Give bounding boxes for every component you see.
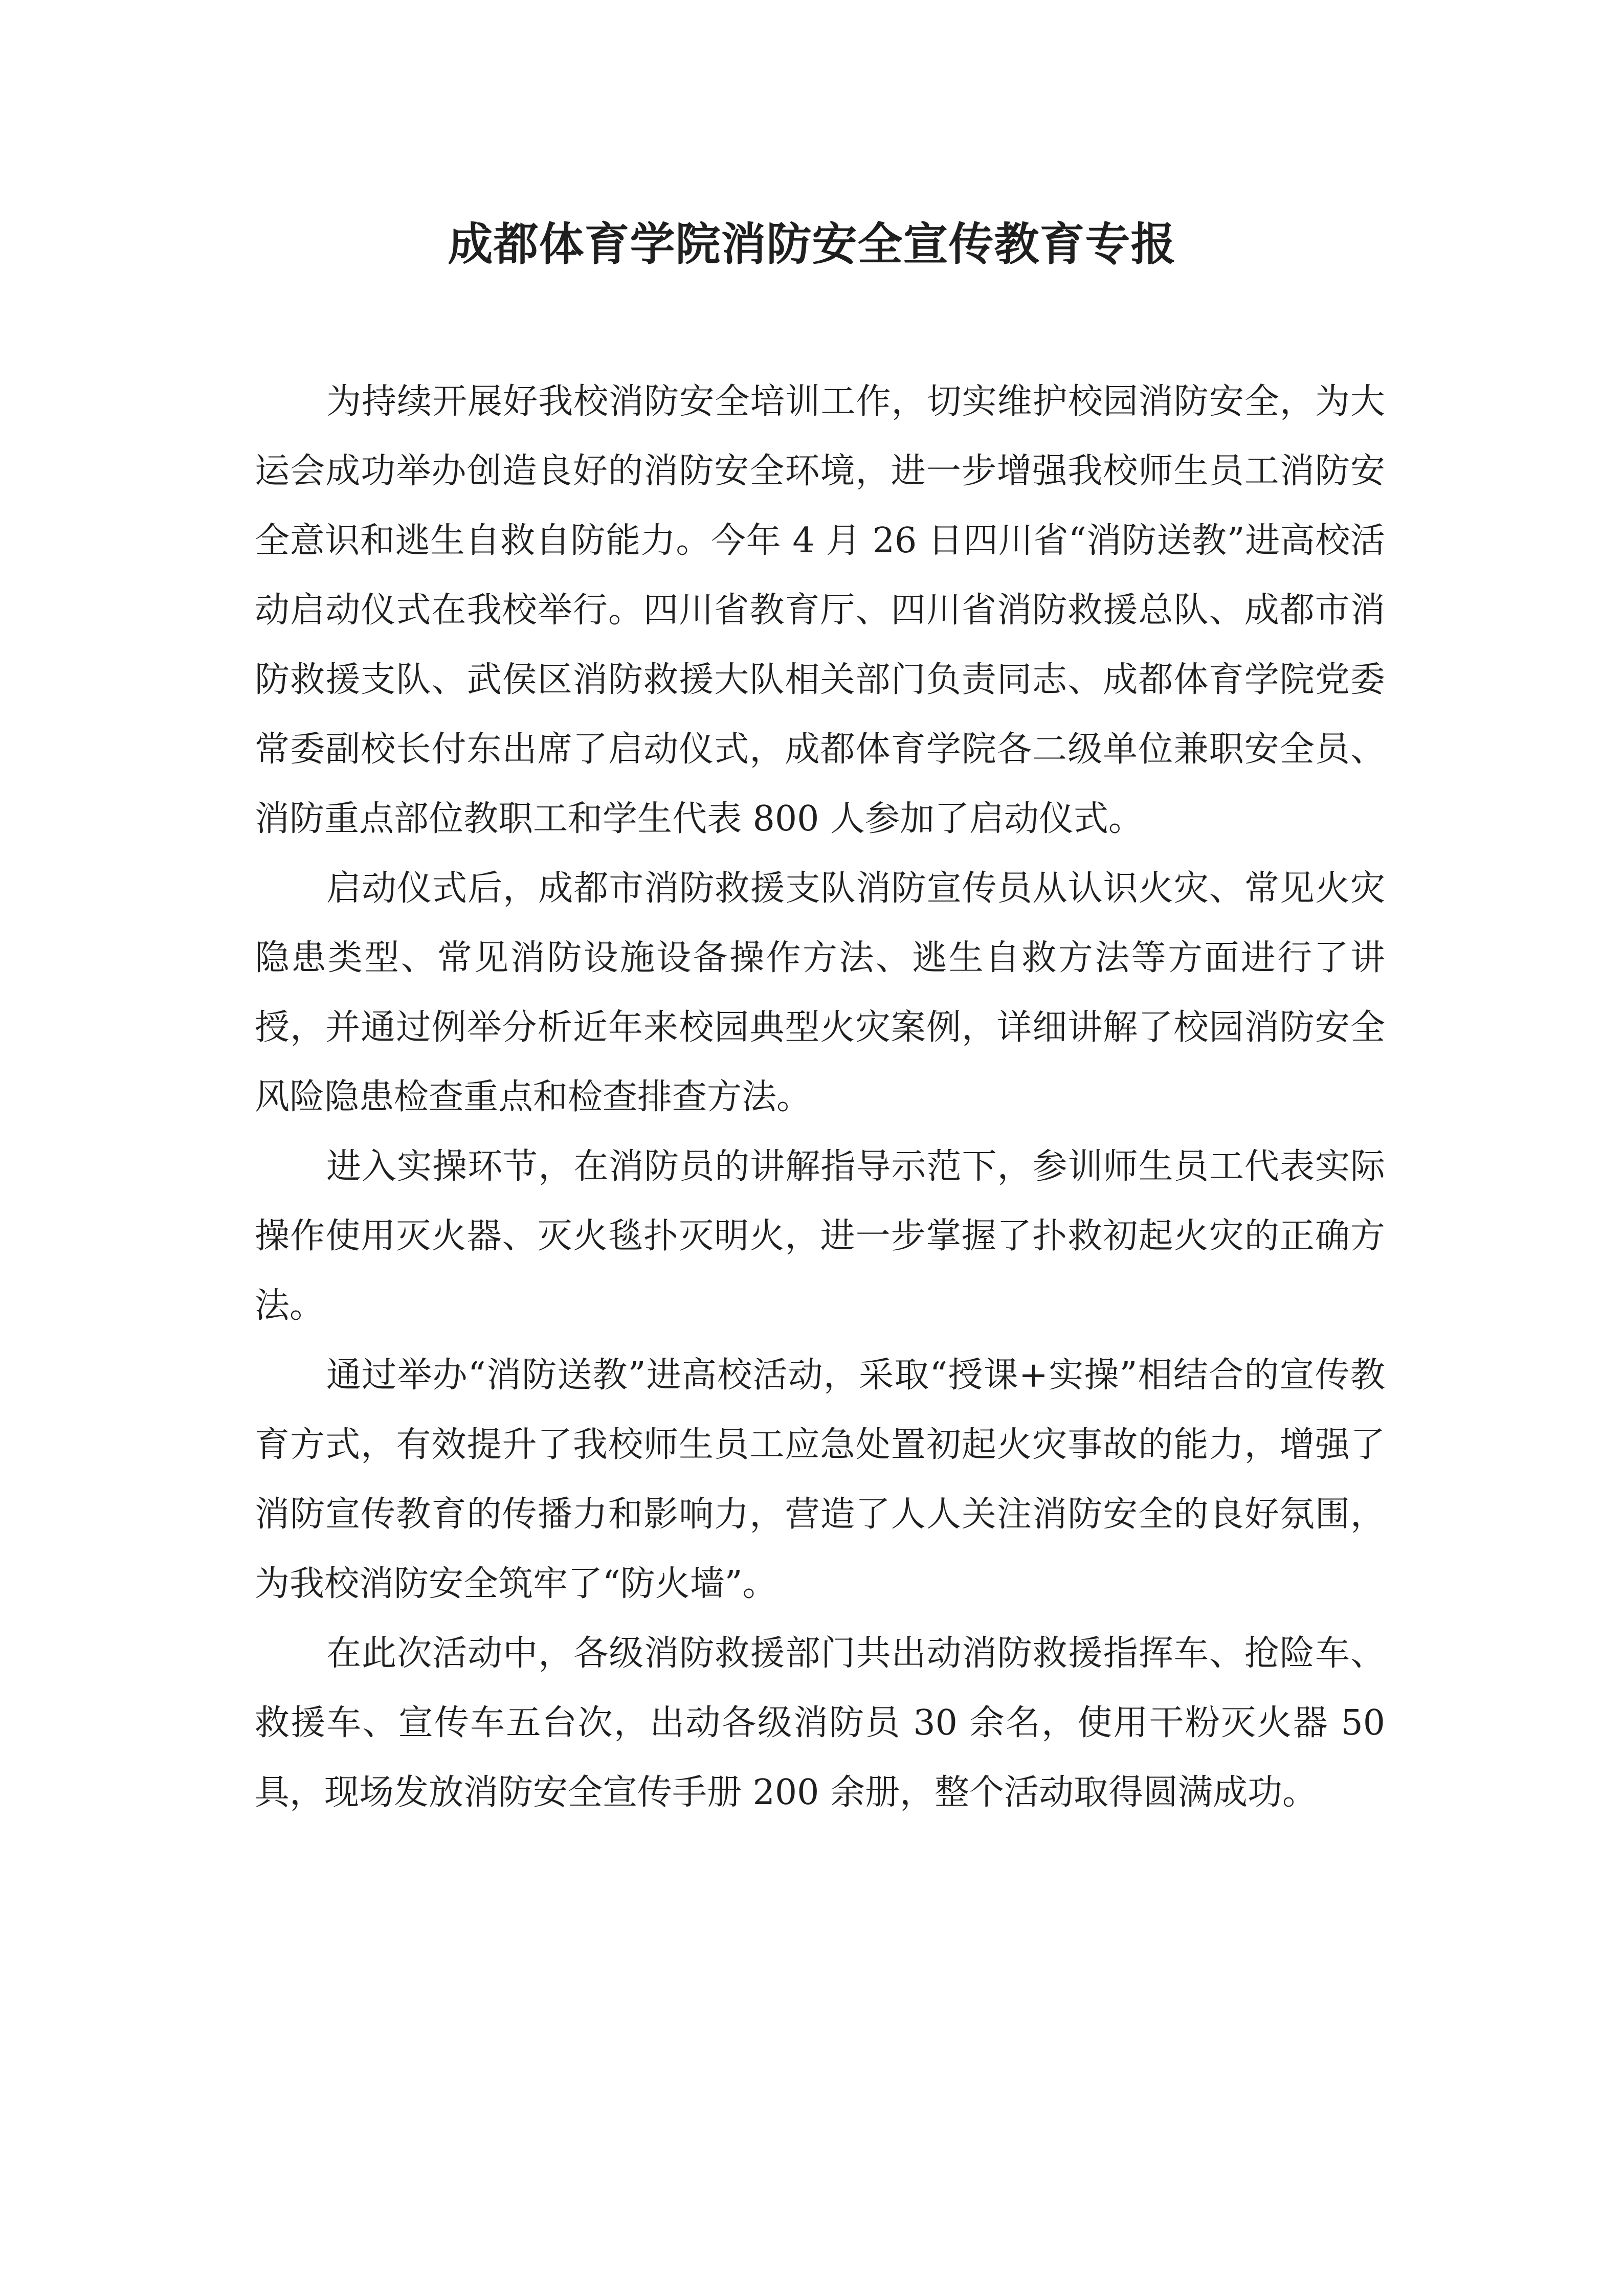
- document-title: 成都体育学院消防安全宣传教育专报: [448, 218, 1176, 271]
- body-paragraph: 通过举办“消防送教”进高校活动，采取“授课+实操”相结合的宣传教育方式，有效提升了我校师生员工应急处置初起火灾事故的能力，增强了消防宣传教育的传播力和影响力，营造了人人关注消防安全的良好氛围，为我校消防安全筑牢了“防火墙”。: [255, 1355, 1385, 1604]
- body-paragraph: 为持续开展好我校消防安全培训工作，切实维护校园消防安全，为大运会成功举办创造良好的消防安全环境，进一步增强我校师生员工消防安全意识和逃生自救自防能力。今年 4 月 26 日四川省“消防送教”进高校活动启动仪式在我校举行。四川省教育厅、四川省消防救援总队、成都市消防救援支队、武侯区消防救援大队相关部门负责同志、成都体育学院党委常委副校长付东出席了启动仪式，成都体育学院各二级单位兼职安全员、消防重点部位教职工和学生代表 800 人参加了启动仪式。: [255, 381, 1385, 839]
- document-body: [255, 367, 1385, 1828]
- body-paragraph: 进入实操环节，在消防员的讲解指导示范下，参训师生员工代表实际操作使用灭火器、灭火毯扑灭明火，进一步掌握了扑救初起火灾的正确方法。: [255, 1146, 1385, 1326]
- body-paragraph: 在此次活动中，各级消防救援部门共出动消防救援指挥车、抢险车、救援车、宣传车五台次，出动各级消防员 30 余名，使用干粉灭火器 50 具，现场发放消防安全宣传手册 200 余册，整个活动取得圆满成功。: [255, 1633, 1385, 1813]
- body-paragraph: 启动仪式后，成都市消防救援支队消防宣传员从认识火灾、常见火灾隐患类型、常见消防设施设备操作方法、逃生自救方法等方面进行了讲授，并通过例举分析近年来校园典型火灾案例，详细讲解了校园消防安全风险隐患检查重点和检查排查方法。: [255, 868, 1385, 1117]
